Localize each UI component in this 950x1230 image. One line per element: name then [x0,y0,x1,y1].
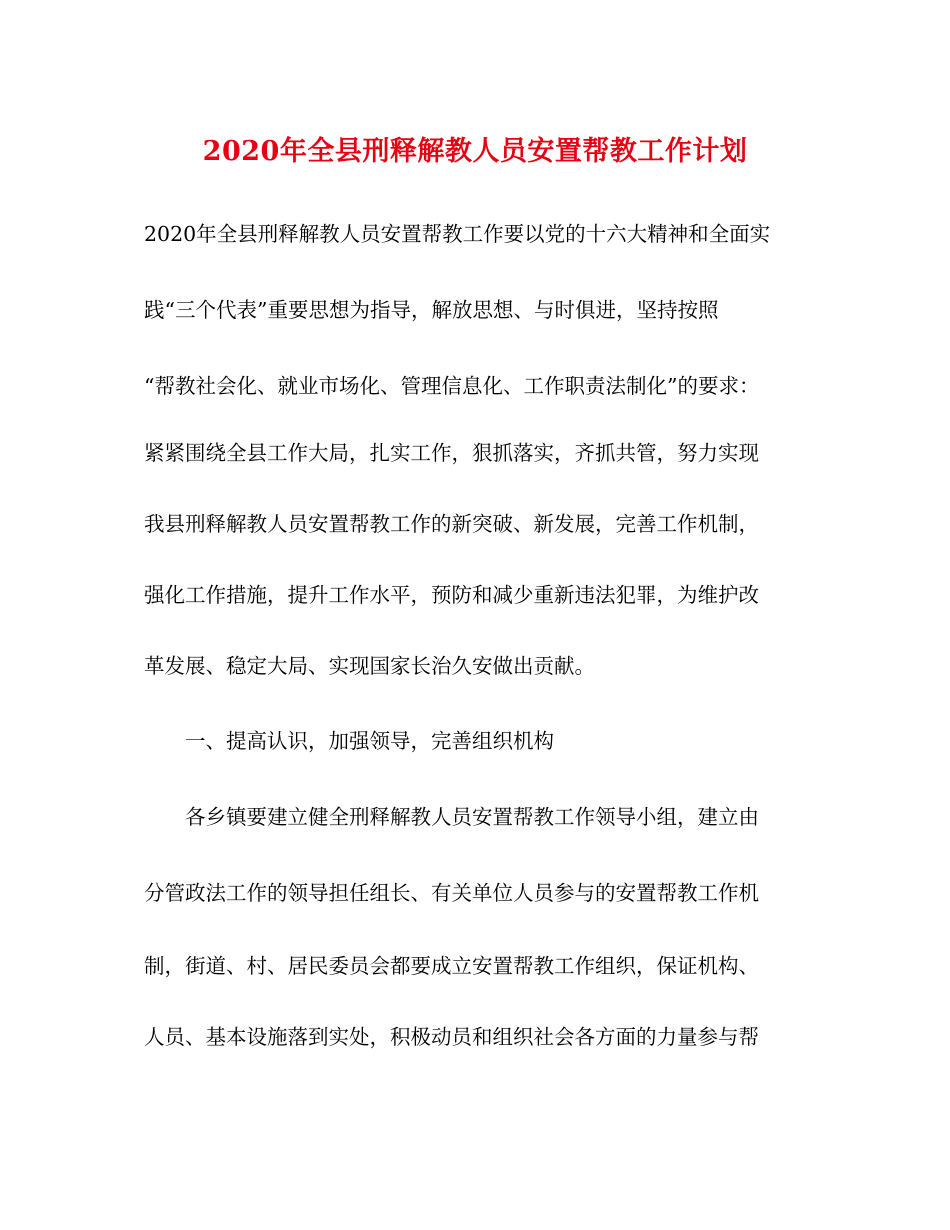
paragraph-line: 强化工作措施，提升工作水平，预防和减少重新违法犯罪，为维护改 [144,583,759,607]
paragraph-line: 践“三个代表”重要思想为指导，解放思想、与时俱进，坚持按照 [144,298,719,322]
paragraph-line: 分管政法工作的领导担任组长、有关单位人员参与的安置帮教工作机 [144,881,759,905]
paragraph-line: 人员、基本设施落到实处，积极动员和组织社会各方面的力量参与帮 [144,1025,759,1049]
paragraph-line: “帮教社会化、就业市场化、管理信息化、工作职责法制化”的要求： [144,374,760,398]
paragraph-line: 革发展、稳定大局、实现国家长治久安做出贡献。 [144,654,595,678]
paragraph-line: 各乡镇要建立健全刑释解教人员安置帮教工作领导小组，建立由 [185,805,759,829]
section-heading: 一、提高认识，加强领导，完善组织机构 [185,729,554,753]
paragraph-line: 2020年全县刑释解教人员安置帮教工作要以党的十六大精神和全面实 [144,222,771,246]
paragraph-line: 我县刑释解教人员安置帮教工作的新突破、新发展，完善工作机制， [144,512,759,536]
paragraph-line: 制，街道、村、居民委员会都要成立安置帮教工作组织，保证机构、 [144,954,759,978]
document-title: 2020年全县刑释解教人员安置帮教工作计划 [202,136,748,167]
paragraph-line: 紧紧围绕全县工作大局，扎实工作，狠抓落实，齐抓共管，努力实现 [144,441,759,465]
